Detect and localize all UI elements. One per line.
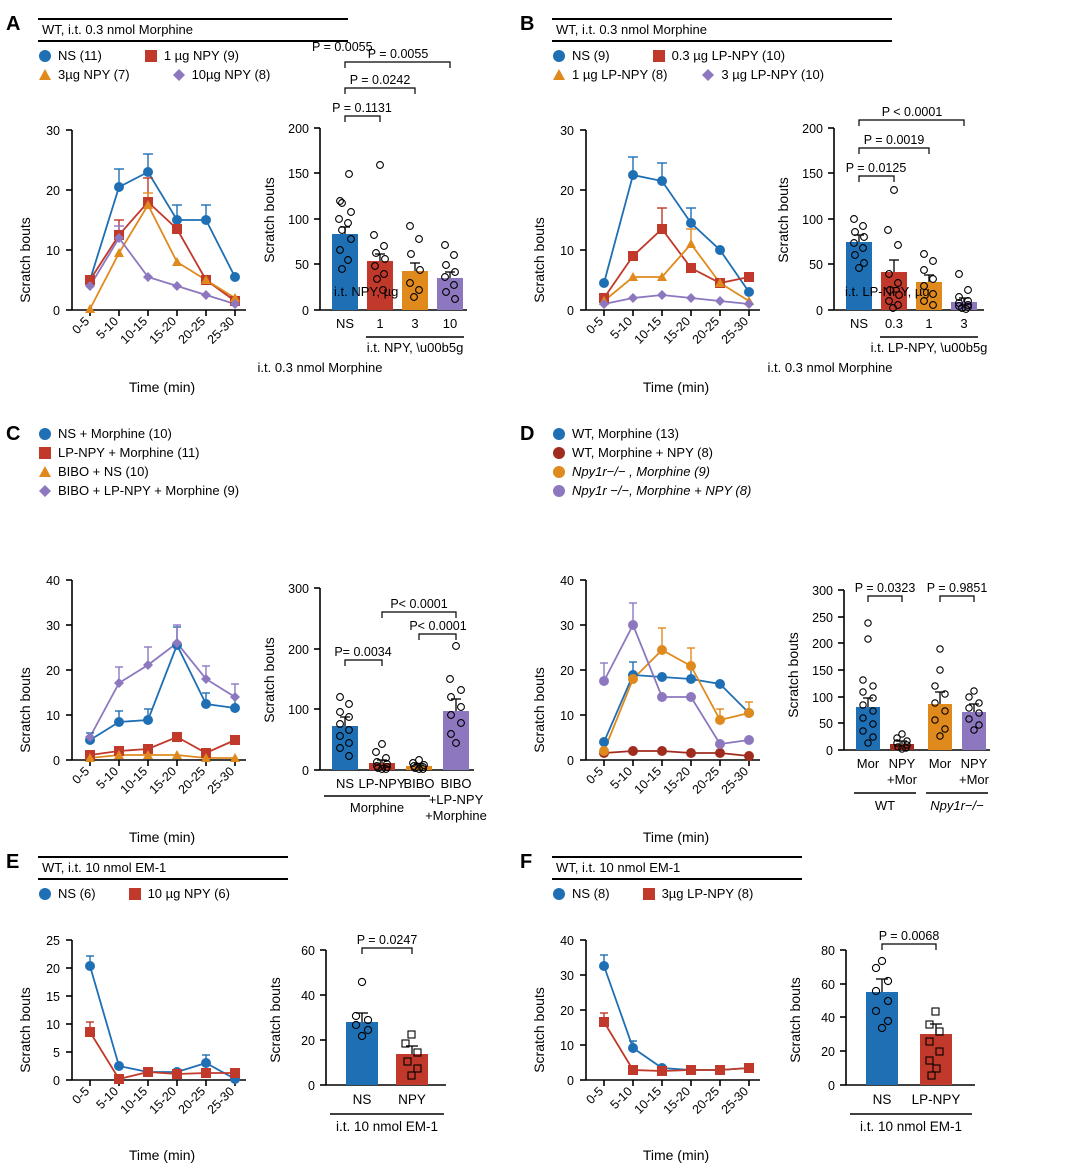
panel-e-line-chart (10, 930, 260, 1165)
svg-text:Scratch bouts: Scratch bouts (531, 667, 547, 753)
line-chart-svg-d (524, 560, 774, 850)
svg-text:NPY: NPY (888, 756, 916, 771)
svg-text:Morphine: Morphine (349, 800, 405, 815)
legend-marker-circle (552, 484, 566, 498)
svg-text:5-10: 5-10 (607, 764, 636, 792)
svg-text:Time (min): Time (min) (642, 379, 710, 395)
svg-text:25-30: 25-30 (204, 764, 238, 797)
svg-text:15-20: 15-20 (146, 1084, 180, 1117)
svg-text:3: 3 (411, 316, 419, 331)
legend-label: Npy1r −/−, Morphine + NPY (8) (572, 483, 752, 498)
panel-a-bottom-label: i.t. 0.3 nmol Morphine (257, 360, 383, 375)
svg-text:20-25: 20-25 (175, 1084, 209, 1117)
legend-marker-triangle (552, 68, 566, 82)
svg-text:Scratch bouts: Scratch bouts (261, 637, 277, 723)
svg-text:40: 40 (46, 574, 60, 588)
legend-marker-triangle (38, 68, 52, 82)
panel-e-legend-block (38, 856, 288, 905)
svg-text:NS: NS (849, 316, 869, 331)
panel-b-bottom-label: i.t. 0.3 nmol Morphine (767, 360, 893, 375)
panel-e-bar-chart (256, 920, 486, 1170)
svg-text:100: 100 (288, 213, 309, 227)
svg-text:BIBO: BIBO (403, 776, 435, 791)
svg-text:0-5: 0-5 (583, 1084, 607, 1107)
svg-text:300: 300 (812, 584, 833, 598)
svg-text:20: 20 (301, 1034, 315, 1048)
svg-text:0: 0 (567, 754, 574, 768)
legend-marker-circle (552, 887, 566, 901)
legend-marker-diamond (38, 484, 52, 498)
svg-text:0-5: 0-5 (583, 314, 607, 337)
svg-text:Scratch bouts: Scratch bouts (775, 177, 791, 263)
svg-text:25-30: 25-30 (204, 1084, 238, 1117)
p-value: P = 0.0323 (854, 581, 916, 595)
svg-text:200: 200 (812, 637, 833, 651)
legend-label: 3µg NPY (7) (58, 67, 130, 82)
panel-a (6, 14, 20, 34)
legend-marker-square (642, 887, 656, 901)
svg-text:Mor: Mor (928, 756, 952, 771)
svg-text:NPY: NPY (398, 1092, 426, 1107)
svg-text:40: 40 (560, 934, 574, 948)
panel-f-letter: F (520, 851, 533, 873)
svg-text:25-30: 25-30 (718, 1084, 752, 1117)
legend-marker-square (652, 49, 666, 63)
legend-label: NS (11) (58, 48, 102, 63)
panel-b (520, 14, 534, 34)
svg-text:1: 1 (925, 316, 933, 331)
svg-text:NS: NS (352, 1092, 372, 1107)
svg-text:Time (min): Time (min) (642, 829, 710, 845)
svg-text:30: 30 (560, 969, 574, 983)
svg-text:5: 5 (53, 1046, 60, 1060)
bar-chart-svg-c (252, 540, 507, 880)
legend-label: 3µg LP-NPY (8) (661, 886, 754, 901)
legend-label: NS (6) (58, 886, 96, 901)
svg-text:10: 10 (560, 244, 574, 258)
svg-text:10-15: 10-15 (117, 1084, 151, 1117)
bar-chart-svg-b (766, 60, 1016, 390)
svg-text:10-15: 10-15 (631, 314, 665, 347)
svg-text:60: 60 (301, 944, 315, 958)
legend-label: 3 µg LP-NPY (10) (721, 67, 825, 82)
panel-e-letter: E (6, 851, 20, 873)
svg-text:0: 0 (53, 1074, 60, 1088)
panel-a-letter: A (6, 13, 21, 35)
svg-text:200: 200 (802, 122, 823, 136)
svg-text:i.t. 10 nmol EM-1: i.t. 10 nmol EM-1 (335, 1119, 439, 1134)
svg-text:3: 3 (960, 316, 968, 331)
panel-a-header: WT, i.t. 0.3 nmol Morphine (42, 22, 193, 37)
svg-text:0: 0 (567, 304, 574, 318)
svg-text:10: 10 (560, 709, 574, 723)
svg-text:10: 10 (46, 244, 60, 258)
legend-label: 1 µg NPY (9) (163, 48, 239, 63)
svg-text:LP-NPY: LP-NPY (911, 1092, 961, 1107)
svg-text:15: 15 (46, 990, 60, 1004)
legend-label: NS (8) (572, 886, 610, 901)
legend-marker-circle (552, 49, 566, 63)
svg-text:15-20: 15-20 (146, 314, 180, 347)
panel-b-header: WT, i.t. 0.3 nmol Morphine (556, 22, 707, 37)
svg-text:30: 30 (560, 619, 574, 633)
svg-text:0: 0 (567, 1074, 574, 1088)
svg-text:40: 40 (301, 989, 315, 1003)
legend-marker-circle (552, 446, 566, 460)
svg-text:100: 100 (288, 703, 309, 717)
svg-text:NPY: NPY (960, 756, 988, 771)
svg-text:10-15: 10-15 (631, 764, 665, 797)
svg-text:LP-NPY: LP-NPY (358, 776, 406, 791)
svg-text:0: 0 (816, 304, 823, 318)
panel-c (6, 424, 20, 444)
svg-text:10-15: 10-15 (117, 764, 151, 797)
line-chart-svg-e (10, 930, 260, 1165)
panel-a-line-chart (10, 110, 260, 400)
svg-text:NS: NS (872, 1092, 892, 1107)
svg-text:1: 1 (376, 316, 384, 331)
svg-text:Time (min): Time (min) (128, 379, 196, 395)
panel-f-bar-chart (770, 920, 1020, 1170)
svg-text:20-25: 20-25 (689, 764, 723, 797)
p-value: P = 0.9851 (926, 581, 988, 595)
svg-text:Scratch bouts: Scratch bouts (785, 632, 801, 718)
svg-text:20-25: 20-25 (175, 314, 209, 347)
svg-text:0: 0 (308, 1079, 315, 1093)
legend-marker-circle (552, 465, 566, 479)
svg-text:20: 20 (560, 184, 574, 198)
svg-text:0-5: 0-5 (69, 314, 93, 337)
legend-label: NS (9) (572, 48, 610, 63)
legend-marker-square (144, 49, 158, 63)
svg-text:5-10: 5-10 (93, 1084, 122, 1112)
svg-text:200: 200 (288, 122, 309, 136)
svg-text:200: 200 (288, 643, 309, 657)
svg-text:Scratch bouts: Scratch bouts (261, 177, 277, 263)
panel-c-letter: C (6, 423, 21, 445)
legend-marker-circle (38, 887, 52, 901)
svg-text:150: 150 (802, 167, 823, 181)
legend-marker-square (38, 446, 52, 460)
panel-a-p3: P = 0.0055 (312, 40, 373, 54)
svg-text:15-20: 15-20 (146, 764, 180, 797)
svg-text:0-5: 0-5 (69, 1084, 93, 1107)
svg-text:10: 10 (46, 1018, 60, 1032)
svg-text:0: 0 (302, 764, 309, 778)
svg-text:+Mor: +Mor (887, 772, 917, 787)
svg-text:Time (min): Time (min) (128, 829, 196, 845)
legend-label: WT, Morphine + NPY (8) (572, 445, 714, 460)
bar-chart-svg-d (772, 560, 1022, 860)
line-chart-svg-c (10, 560, 260, 850)
svg-text:0: 0 (828, 1079, 835, 1093)
svg-text:NS: NS (335, 316, 355, 331)
svg-text:100: 100 (812, 691, 833, 705)
svg-text:80: 80 (821, 944, 835, 958)
panel-b-letter: B (520, 13, 535, 35)
legend-label: 10 µg NPY (6) (147, 886, 230, 901)
svg-text:50: 50 (295, 258, 309, 272)
bar-chart-svg-e (256, 920, 486, 1170)
p-value: P = 0.0242 (349, 73, 411, 87)
svg-text:25: 25 (46, 934, 60, 948)
svg-text:5-10: 5-10 (607, 314, 636, 342)
svg-text:20: 20 (560, 664, 574, 678)
p-value: P = 0.0019 (863, 133, 925, 147)
panel-b-bar-chart (766, 60, 1016, 390)
svg-text:15-20: 15-20 (660, 764, 694, 797)
legend-label: BIBO + NS (10) (58, 464, 149, 479)
legend-label: 10µg NPY (8) (191, 67, 271, 82)
svg-text:15-20: 15-20 (660, 1084, 694, 1117)
panel-a-npy-axis-label: i.t. NPY, µg (334, 284, 399, 299)
svg-text:50: 50 (809, 258, 823, 272)
svg-text:0.3: 0.3 (884, 316, 904, 331)
p-value: P = 0.1131 (332, 101, 392, 115)
svg-text:30: 30 (560, 124, 574, 138)
svg-text:150: 150 (288, 167, 309, 181)
svg-text:25-30: 25-30 (718, 764, 752, 797)
panel-c-bar-chart (252, 540, 507, 880)
svg-text:20: 20 (46, 184, 60, 198)
p-value: P = 0.0247 (356, 933, 418, 947)
svg-text:0: 0 (53, 754, 60, 768)
svg-text:40: 40 (560, 574, 574, 588)
legend-label: WT, Morphine (13) (572, 426, 679, 441)
legend-marker-circle (38, 49, 52, 63)
svg-text:0-5: 0-5 (69, 764, 93, 787)
panel-f-line-chart (524, 930, 774, 1165)
bar-chart-svg-a (252, 47, 492, 390)
svg-text:WT: WT (874, 798, 896, 813)
svg-text:Mor: Mor (856, 756, 880, 771)
svg-text:5-10: 5-10 (607, 1084, 636, 1112)
svg-text:i.t. NPY, \u00b5g: i.t. NPY, \u00b5g (366, 340, 464, 355)
svg-text:i.t. LP-NPY, \u00b5g: i.t. LP-NPY, \u00b5g (870, 340, 988, 355)
panel-f-legend-block (552, 856, 802, 905)
svg-text:Scratch bouts: Scratch bouts (531, 217, 547, 303)
svg-text:BIBO: BIBO (440, 776, 472, 791)
svg-text:0: 0 (302, 304, 309, 318)
svg-text:20-25: 20-25 (175, 764, 209, 797)
svg-text:Npy1r−/−: Npy1r−/− (930, 798, 984, 813)
svg-text:Scratch bouts: Scratch bouts (531, 987, 547, 1073)
svg-text:Time (min): Time (min) (642, 1147, 710, 1163)
p-value: P< 0.0001 (390, 597, 448, 611)
panel-d-line-chart (524, 560, 774, 850)
svg-text:20-25: 20-25 (689, 314, 723, 347)
panel-a-bar-chart (252, 47, 492, 390)
legend-label: 1 µg LP-NPY (8) (572, 67, 668, 82)
panel-e-header: WT, i.t. 10 nmol EM-1 (42, 860, 167, 875)
legend-label: NS + Morphine (10) (58, 426, 172, 441)
p-value: P = 0.0055 (367, 47, 429, 61)
legend-marker-square (128, 887, 142, 901)
svg-text:100: 100 (802, 213, 823, 227)
svg-text:30: 30 (46, 619, 60, 633)
legend-marker-diamond (172, 68, 186, 82)
panel-c-legend-block (38, 426, 239, 502)
legend-marker-circle (552, 427, 566, 441)
svg-text:25-30: 25-30 (718, 314, 752, 347)
svg-text:i.t. 10 nmol EM-1: i.t. 10 nmol EM-1 (859, 1119, 963, 1134)
svg-text:10: 10 (442, 316, 458, 331)
line-chart-svg-f (524, 930, 774, 1165)
panel-b-line-chart (524, 110, 774, 400)
svg-text:20: 20 (46, 962, 60, 976)
svg-text:20: 20 (560, 1004, 574, 1018)
svg-text:10: 10 (560, 1039, 574, 1053)
svg-text:+LP-NPY: +LP-NPY (428, 792, 484, 807)
panel-e (6, 852, 19, 872)
p-value: P= 0.0034 (334, 645, 392, 659)
p-value: P < 0.0001 (881, 105, 943, 119)
svg-text:Time (min): Time (min) (128, 1147, 196, 1163)
legend-label: LP-NPY + Morphine (11) (58, 445, 200, 460)
svg-text:10-15: 10-15 (631, 1084, 665, 1117)
svg-text:250: 250 (812, 611, 833, 625)
svg-text:0-5: 0-5 (583, 764, 607, 787)
svg-text:5-10: 5-10 (93, 764, 122, 792)
svg-text:60: 60 (821, 978, 835, 992)
panel-d-bar-chart (772, 560, 1022, 860)
legend-label: BIBO + LP-NPY + Morphine (9) (58, 483, 240, 498)
svg-text:+Morphine: +Morphine (425, 808, 487, 823)
svg-text:0: 0 (53, 304, 60, 318)
legend-label: 0.3 µg LP-NPY (10) (671, 48, 786, 63)
legend-marker-diamond (701, 68, 715, 82)
legend-label: Npy1r−/− , Morphine (9) (572, 464, 711, 479)
p-value: P = 0.0125 (845, 161, 907, 175)
svg-text:10-15: 10-15 (117, 314, 151, 347)
svg-text:Scratch bouts: Scratch bouts (17, 217, 33, 303)
svg-text:20: 20 (821, 1045, 835, 1059)
bar-chart-svg-f (770, 920, 1020, 1170)
svg-text:300: 300 (288, 582, 309, 596)
svg-text:Scratch bouts: Scratch bouts (17, 987, 33, 1073)
svg-text:150: 150 (812, 664, 833, 678)
svg-text:20-25: 20-25 (689, 1084, 723, 1117)
svg-text:0: 0 (826, 744, 833, 758)
svg-text:15-20: 15-20 (660, 314, 694, 347)
panel-c-line-chart (10, 560, 260, 850)
line-chart-svg-a (10, 110, 260, 400)
panel-d-letter: D (520, 423, 535, 445)
p-value: P< 0.0001 (409, 619, 467, 633)
svg-text:Scratch bouts: Scratch bouts (787, 977, 803, 1063)
panel-f (520, 852, 532, 872)
svg-text:50: 50 (819, 717, 833, 731)
svg-text:+Mor: +Mor (959, 772, 989, 787)
svg-text:25-30: 25-30 (204, 314, 238, 347)
panel-b-lpnpy-axis-label: i.t. LP-NPY, µg (845, 284, 930, 299)
panel-d-legend-block (552, 426, 751, 502)
svg-text:20: 20 (46, 664, 60, 678)
legend-marker-triangle (38, 465, 52, 479)
svg-text:30: 30 (46, 124, 60, 138)
svg-text:NS: NS (335, 776, 355, 791)
p-value: P = 0.0068 (878, 929, 940, 943)
svg-text:Scratch bouts: Scratch bouts (17, 667, 33, 753)
legend-marker-circle (38, 427, 52, 441)
line-chart-svg-b (524, 110, 774, 400)
svg-text:40: 40 (821, 1011, 835, 1025)
svg-text:Scratch bouts: Scratch bouts (267, 977, 283, 1063)
panel-f-header: WT, i.t. 10 nmol EM-1 (556, 860, 681, 875)
panel-d (520, 424, 534, 444)
svg-text:10: 10 (46, 709, 60, 723)
svg-text:5-10: 5-10 (93, 314, 122, 342)
